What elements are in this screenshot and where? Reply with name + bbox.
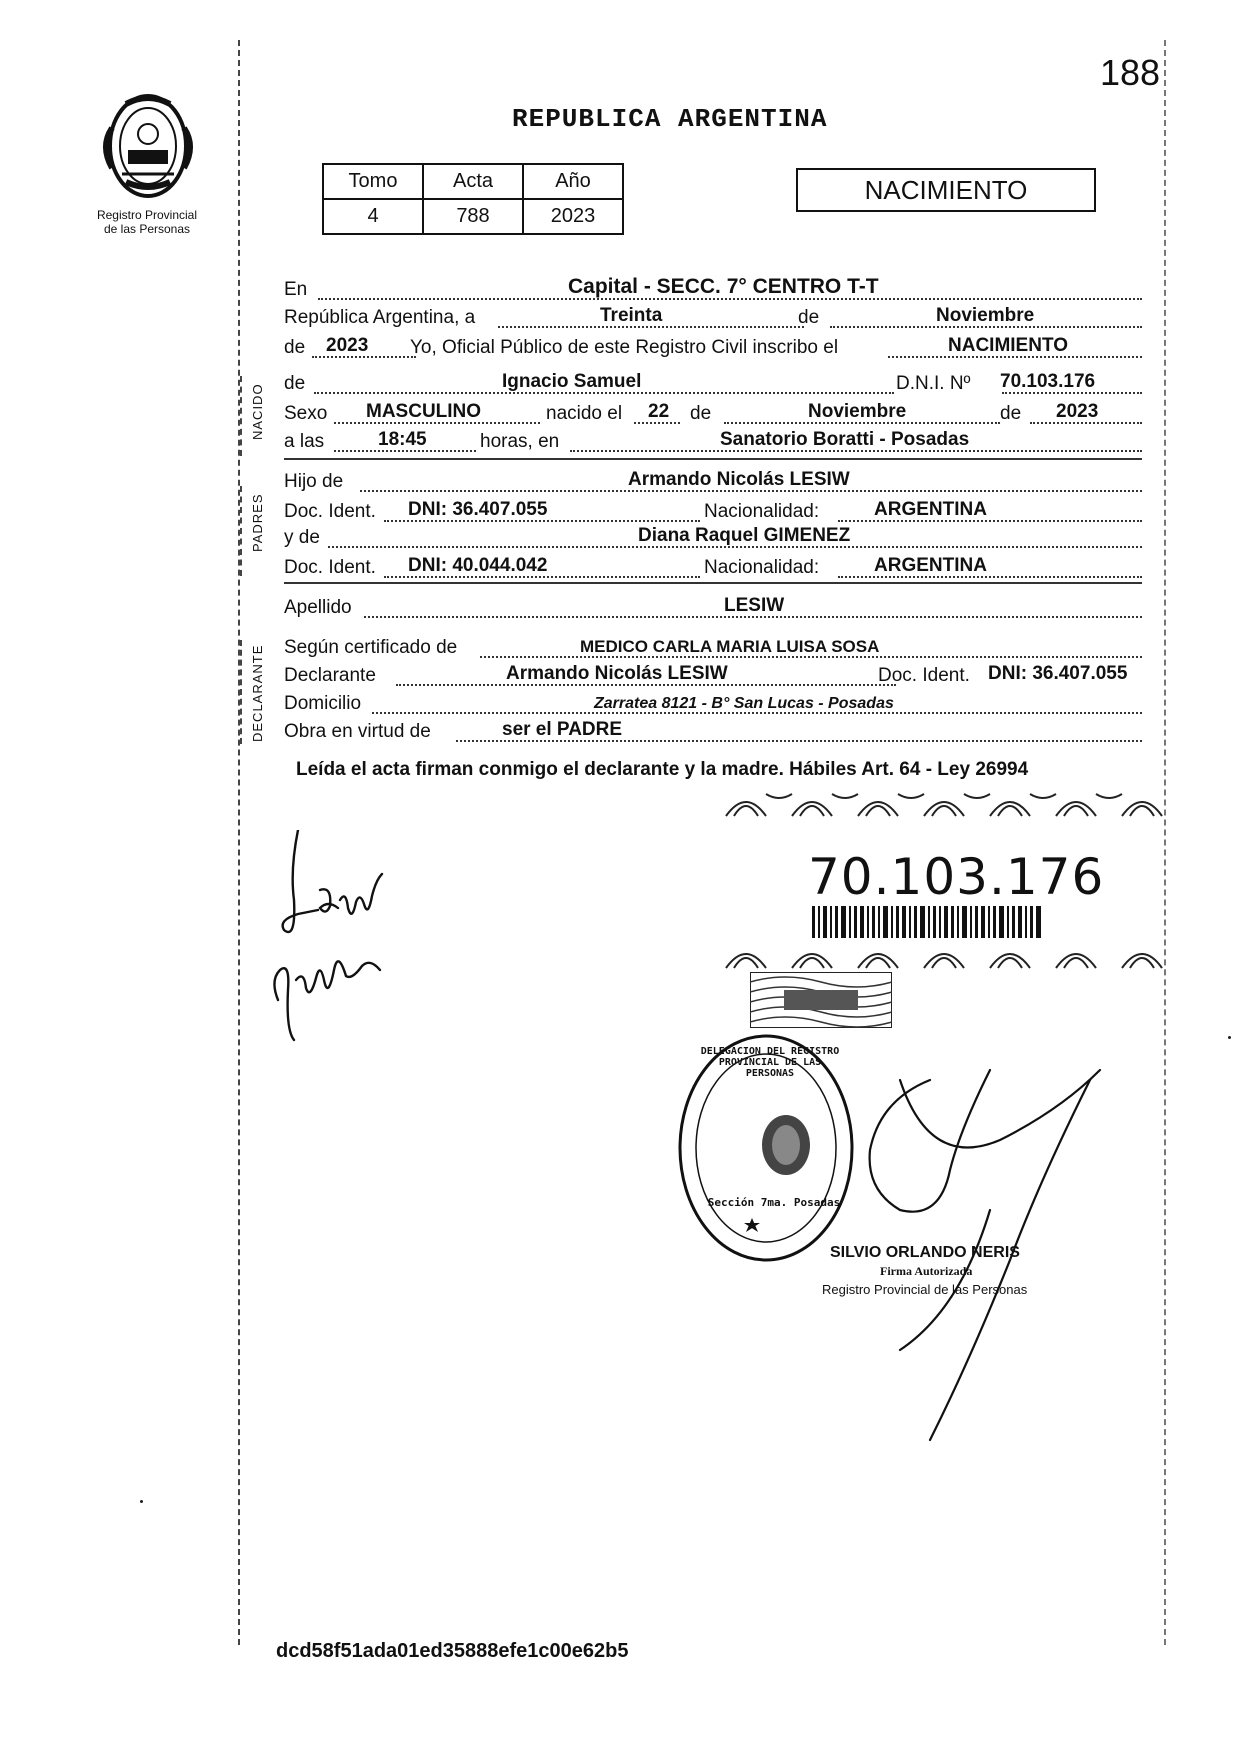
table-value-anio: 2023 — [523, 199, 623, 234]
table-header-acta: Acta — [423, 164, 523, 199]
de-label: de — [798, 307, 820, 328]
obra-label: Obra en virtud de — [284, 721, 431, 742]
page-title: REPUBLICA ARGENTINA — [512, 104, 828, 134]
padre-doc-label: Doc. Ident. — [284, 501, 376, 522]
nombre-value: Ignacio Samuel — [502, 371, 642, 392]
republica-label: República Argentina, a — [284, 307, 476, 328]
field-row-obra — [284, 716, 1142, 746]
page-number: 188 — [1100, 52, 1161, 93]
logo-caption — [72, 208, 222, 236]
padre-nac-value: ARGENTINA — [874, 499, 987, 520]
declarante-bracket — [240, 640, 242, 744]
section-divider-padres — [284, 582, 1142, 584]
provincial-coat-of-arms-logo — [92, 88, 204, 204]
field-row-inscribo — [284, 332, 1142, 362]
logo-caption-line2: de las Personas — [103, 222, 191, 236]
field-row-padre — [284, 466, 1142, 496]
field-row-madre — [284, 522, 1142, 552]
side-label-nacido: NACIDO — [250, 383, 265, 440]
id-number-large: 70.103.176 — [808, 848, 1105, 906]
a-las-label: a las — [284, 431, 325, 452]
lugar-value: Sanatorio Boratti - Posadas — [720, 429, 970, 450]
nac-mes-value: Noviembre — [808, 401, 907, 422]
domicilio-label: Domicilio — [284, 693, 362, 714]
seal-emblem — [756, 1110, 816, 1180]
declarante-doc-value: DNI: 36.407.055 — [988, 663, 1128, 684]
table-header-anio: Año — [523, 164, 623, 199]
field-row-declarante — [284, 660, 1142, 690]
madre-nac-label: Nacionalidad: — [704, 557, 820, 578]
field-row-domicilio — [284, 688, 1142, 718]
dni-label: D.N.I. Nº — [896, 373, 971, 394]
security-hologram-block — [750, 972, 892, 1028]
record-type-box: NACIMIENTO — [796, 168, 1096, 212]
table-value-acta: 788 — [423, 199, 523, 234]
nacido-bracket — [240, 376, 242, 456]
field-row-hora — [284, 426, 1142, 456]
obra-value: ser el PADRE — [502, 719, 623, 740]
declarante-value: Armando Nicolás LESIW — [506, 663, 728, 684]
en-value: Capital - SECC. 7° CENTRO T-T — [568, 275, 879, 298]
sexo-label: Sexo — [284, 403, 328, 424]
declarante-doc-label: Doc. Ident. — [878, 665, 970, 686]
nac-dia-value: 22 — [648, 401, 670, 422]
stamp-outer-text: DELEGACION DEL REGISTRO PROVINCIAL DE LAS PERSONAS — [700, 1046, 840, 1079]
signatory-role: Firma Autorizada — [880, 1264, 973, 1278]
declarante-label: Declarante — [284, 665, 376, 686]
domicilio-value: Zarratea 8121 - B° San Lucas - Posadas — [594, 695, 894, 712]
nac-anio-value: 2023 — [1056, 401, 1099, 422]
field-row-certificado — [284, 632, 1142, 662]
closing-statement: Leída el acta firman conmigo el declarante y la madre. Hábiles Art. 64 - Ley 26994 — [296, 759, 1029, 780]
security-pattern-top — [722, 788, 1164, 818]
y-de-label: y de — [284, 527, 320, 548]
field-row-fecha — [284, 302, 1142, 332]
declarant-signatures — [268, 830, 428, 1050]
padre-value: Armando Nicolás LESIW — [628, 469, 850, 490]
inscribo-value: NACIMIENTO — [948, 335, 1068, 356]
anio-value: 2023 — [326, 335, 369, 356]
mes-value: Noviembre — [936, 305, 1035, 326]
right-margin-line — [1164, 40, 1166, 1645]
madre-nac-value: ARGENTINA — [874, 555, 987, 576]
padre-nac-label: Nacionalidad: — [704, 501, 820, 522]
scan-mark — [140, 1500, 143, 1503]
sexo-value: MASCULINO — [366, 401, 482, 422]
security-pattern-bottom — [722, 940, 1164, 970]
apellido-label: Apellido — [284, 597, 352, 618]
hijo-de-label: Hijo de — [284, 471, 344, 492]
nacido-el-label: nacido el — [546, 403, 623, 424]
nombre-label: de — [284, 373, 306, 394]
table-header-tomo: Tomo — [323, 164, 423, 199]
field-row-apellido — [284, 592, 1142, 622]
logo-caption-line1: Registro Provincial — [96, 208, 198, 222]
oficial-text: Yo, Oficial Público de este Registro Civil inscribo el — [410, 337, 839, 358]
horas-en-label: horas, en — [480, 431, 560, 452]
padre-doc-value: DNI: 36.407.055 — [408, 499, 548, 520]
document-hash: dcd58f51ada01ed35888efe1c00e62b5 — [276, 1640, 629, 1662]
certificado-label: Según certificado de — [284, 637, 458, 658]
side-label-padres: PADRES — [250, 493, 265, 552]
field-row-en — [284, 274, 1142, 304]
stamp-inner-text: Sección 7ma. Posadas — [707, 1196, 841, 1209]
scan-mark — [1228, 1036, 1231, 1039]
side-label-declarante: DECLARANTE — [250, 644, 265, 742]
barcode-icon — [812, 906, 1042, 938]
dni-value: 70.103.176 — [1000, 371, 1096, 392]
anio-prefix: de — [284, 337, 306, 358]
apellido-value: LESIW — [724, 595, 785, 616]
madre-value: Diana Raquel GIMENEZ — [638, 525, 851, 546]
nac-de1-label: de — [690, 403, 712, 424]
nac-de2-label: de — [1000, 403, 1022, 424]
signatory-name: SILVIO ORLANDO NERIS — [830, 1244, 1020, 1261]
certificado-value: MEDICO CARLA MARIA LUISA SOSA — [580, 637, 880, 656]
field-row-nombre — [284, 368, 1142, 398]
madre-doc-label: Doc. Ident. — [284, 557, 376, 578]
madre-doc-value: DNI: 40.044.042 — [408, 555, 548, 576]
padres-bracket — [240, 486, 242, 576]
field-row-sexo — [284, 398, 1142, 428]
hora-value: 18:45 — [378, 429, 427, 450]
left-margin-line — [238, 40, 240, 1645]
en-label: En — [284, 279, 308, 300]
table-value-tomo: 4 — [323, 199, 423, 234]
record-table — [322, 163, 624, 235]
section-divider-nacido — [284, 458, 1142, 460]
signatory-org: Registro Provincial de las Personas — [822, 1282, 1028, 1297]
dia-value: Treinta — [600, 305, 663, 326]
field-row-madre-doc — [284, 552, 1142, 582]
